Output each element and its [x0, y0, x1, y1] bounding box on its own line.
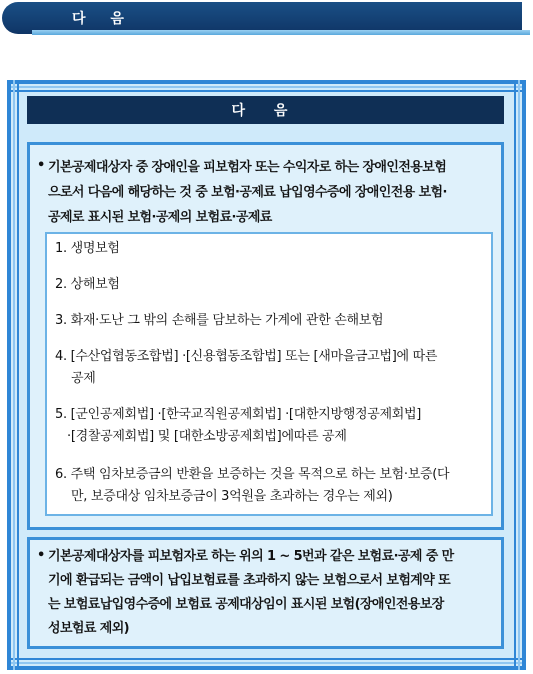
frame-stripe-top-1 — [7, 80, 526, 84]
list-item-line: 4. [수산업협동조합법] ·[신용협동조합법] 또는 [새마을금고법]에 따른 — [55, 349, 438, 364]
frame-stripe-left-1 — [7, 80, 11, 670]
section-2-line: 성보험료 제외) — [48, 621, 130, 636]
section-2-bullet: • — [37, 548, 46, 563]
section-2-line: 는 보험료납입영수증에 보험료 공제대상임이 표시된 보험(장애인전용보장 — [48, 597, 444, 612]
list-item-line: 1. 생명보험 — [55, 241, 120, 256]
frame-stripe-top-3 — [7, 90, 526, 92]
frame-stripe-left-2 — [13, 80, 15, 670]
section-2-line: 기본공제대상자를 피보험자로 하는 위의 1 ~ 5번과 같은 보험료·공제 중 만 — [48, 549, 454, 564]
frame-stripe-bottom-1 — [7, 658, 526, 660]
list-item-line: 3. 화재·도난 그 밖의 손해를 담보하는 가계에 관한 손해보험 — [55, 313, 384, 328]
list-item — [55, 238, 120, 260]
frame-stripe-bottom-3 — [7, 666, 526, 670]
list-item-line: 6. 주택 임차보증금의 반환을 보증하는 것을 목적으로 하는 보험·보증(다 — [55, 467, 450, 482]
frame-stripe-bottom-2 — [7, 662, 526, 664]
section-1-line: 기본공제대상자 중 장애인을 피보험자 또는 수익자로 하는 장애인전용보험 — [48, 160, 447, 175]
section-2-text — [48, 545, 510, 641]
top-header-underline — [32, 30, 530, 35]
frame-stripe-left-3 — [17, 80, 19, 670]
frame-stripe-right-3 — [522, 80, 526, 670]
list-item — [55, 310, 383, 332]
list-item-line: 5. [군인공제회법] ·[한국교직원공제회법] ·[대한지방행정공제회법] — [55, 407, 422, 422]
list-item-line: 2. 상해보험 — [55, 277, 120, 292]
frame-stripe-right-2 — [518, 80, 520, 670]
list-item-line: 공제 — [71, 371, 96, 386]
section-1-list — [45, 232, 493, 516]
frame-stripe-top-2 — [7, 86, 526, 88]
section-1-line: 으로서 다음에 해당하는 것 중 보험·공제료 납입영수증에 장애인전용 보험· — [48, 185, 447, 200]
frame-stripe-right-1 — [514, 80, 516, 670]
list-item — [55, 404, 421, 448]
top-header-title: 다 음 — [72, 11, 134, 27]
list-item — [55, 346, 437, 390]
section-2-line: 기에 환급되는 금액이 납입보험료를 초과하지 않는 보험으로서 보험계약 또 — [48, 573, 451, 588]
section-1-line: 공제로 표시된 보험·공제의 보험료·공제료 — [48, 210, 272, 225]
section-1-bullet: • — [37, 158, 46, 173]
list-item-line: ·[경찰공제회법] 및 [대한소방공제회법]에따른 공제 — [67, 429, 347, 444]
list-item — [55, 464, 449, 508]
box-title: 다 음 — [231, 103, 300, 119]
list-item-line: 만, 보증대상 임차보증금이 3억원을 초과하는 경우는 제외) — [71, 489, 393, 504]
box-title-bar — [27, 96, 504, 124]
top-header-tab — [2, 2, 530, 38]
list-item — [55, 274, 120, 296]
section-1-text — [48, 155, 508, 230]
